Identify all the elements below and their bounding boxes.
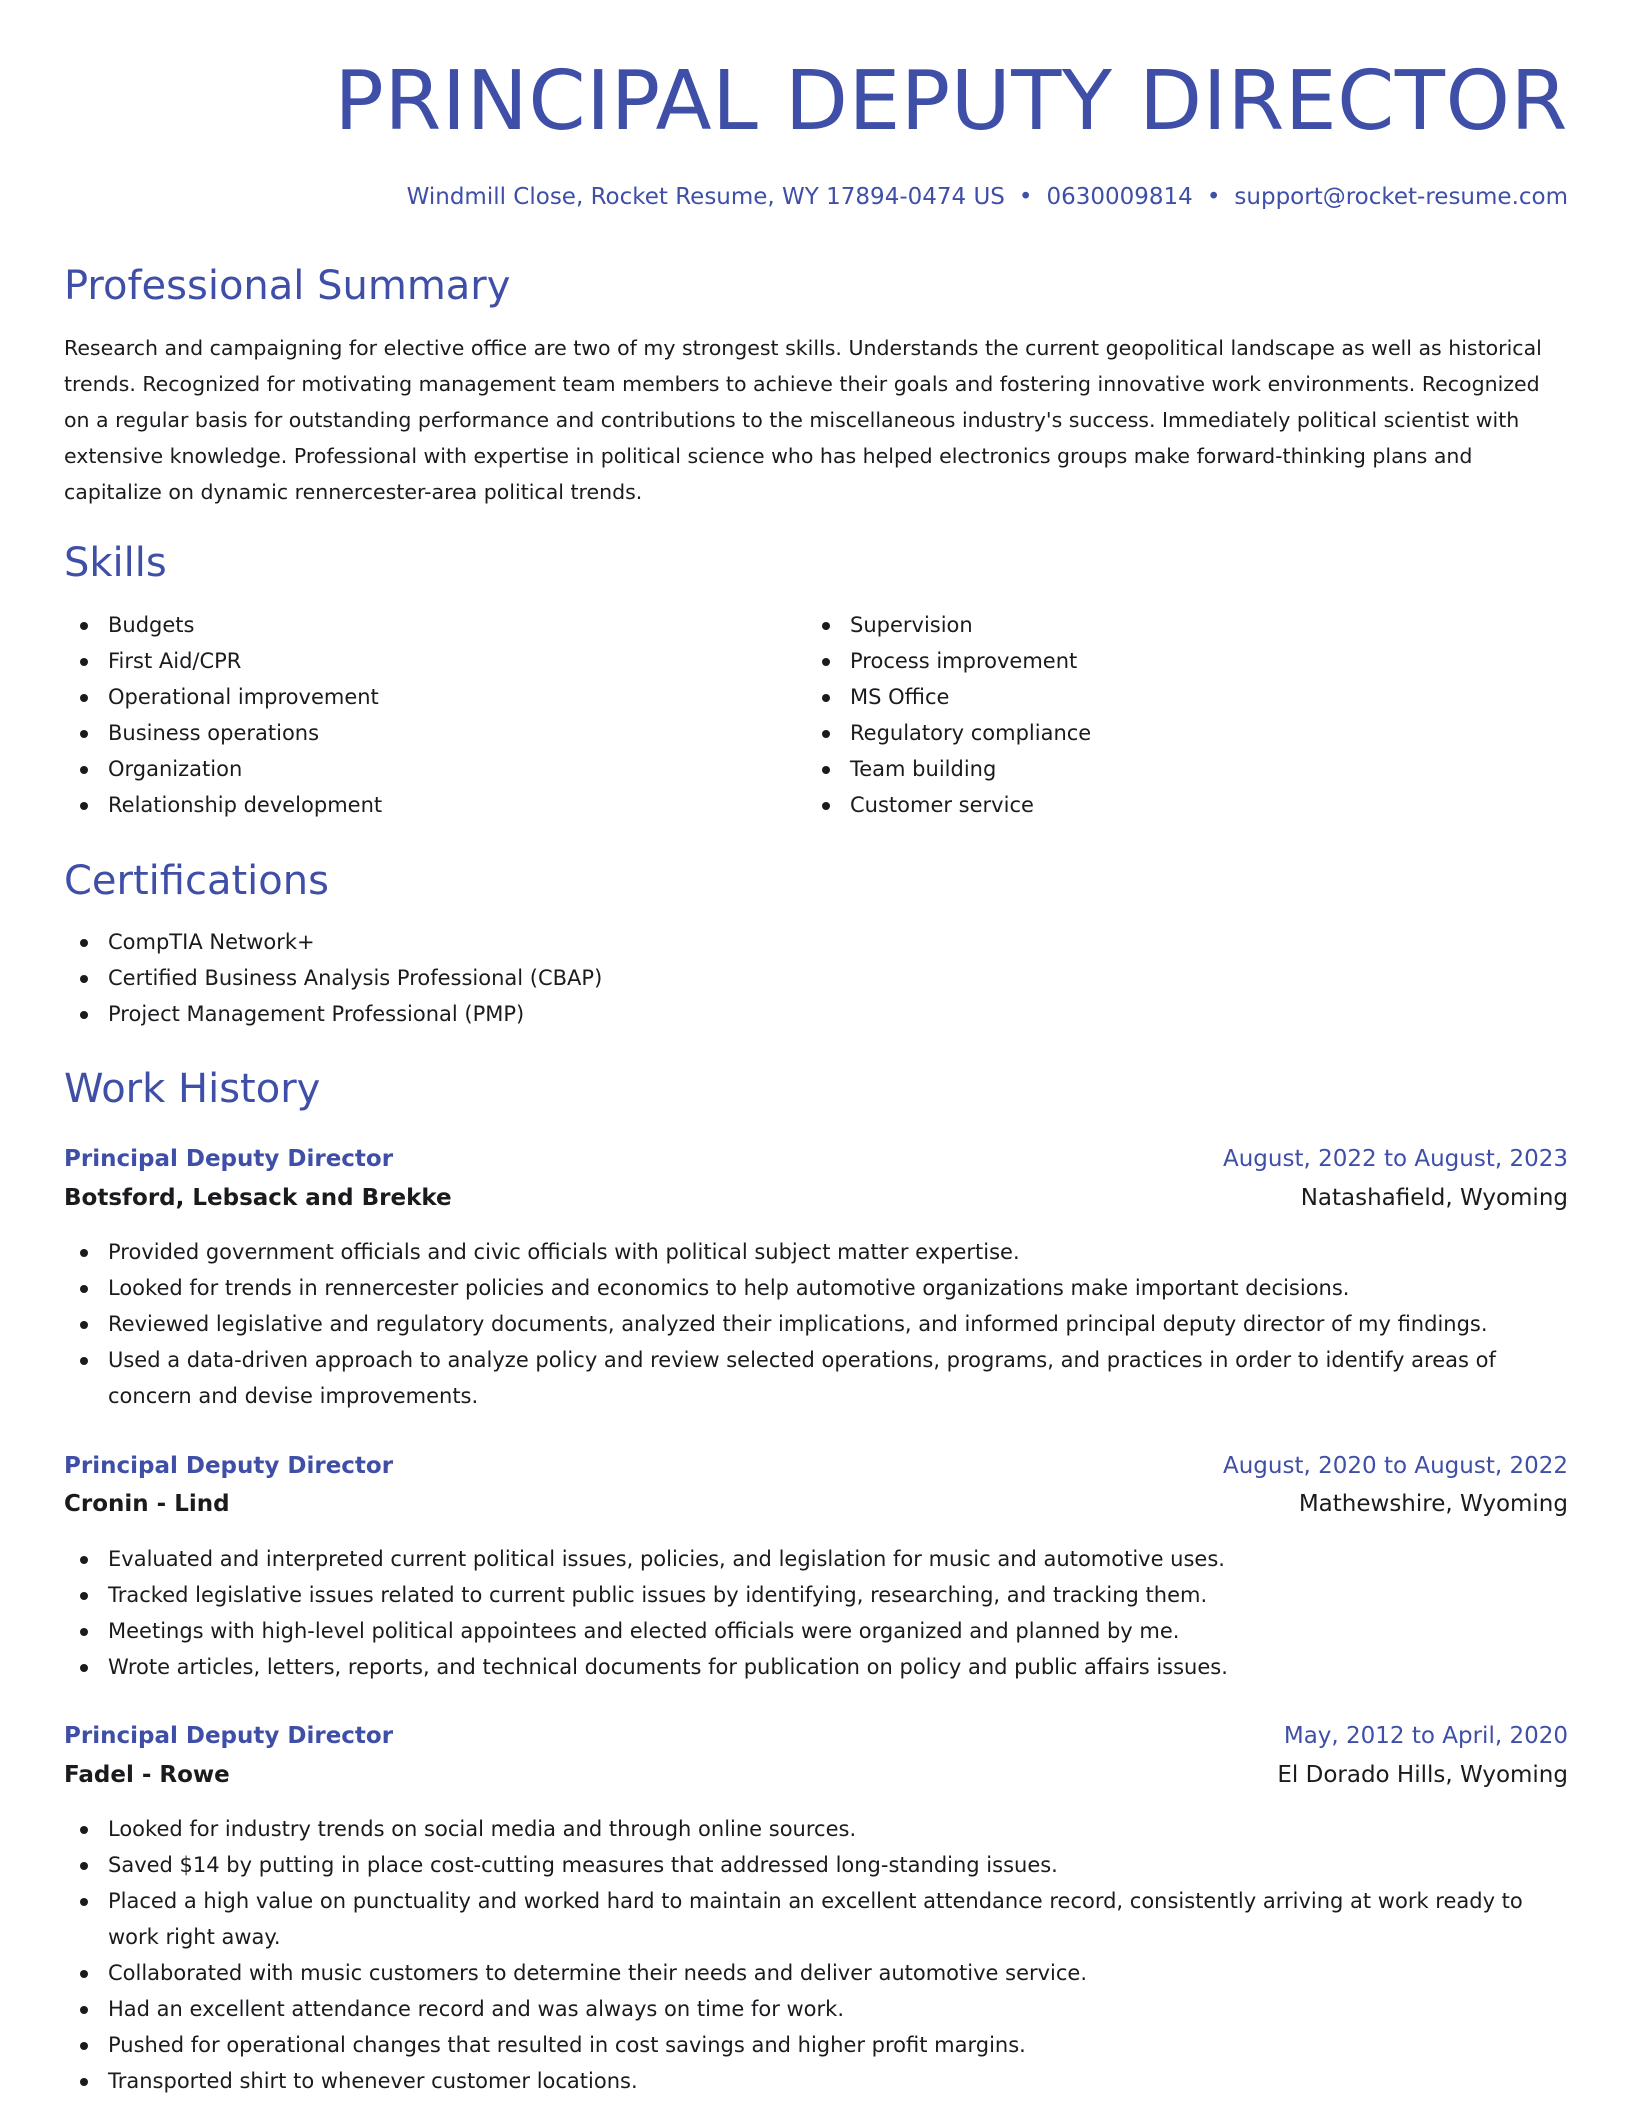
- contact-address: Windmill Close, Rocket Resume, WY 17894-0474 US: [406, 184, 1005, 210]
- job-bullets: [64, 1234, 1568, 1414]
- job-bullet: Meetings with high-level political appointees and elected officials were organized and planned by me.: [64, 1613, 1568, 1649]
- certification-item: Certified Business Analysis Professional (CBAP): [64, 960, 1568, 996]
- bullet-separator: •: [1206, 184, 1221, 210]
- skill-item: Regulatory compliance: [806, 715, 1506, 751]
- skills-list-left: [64, 607, 764, 823]
- certifications-list: [64, 924, 1568, 1032]
- job-bullet: Saved $14 by putting in place cost-cutting measures that addressed long-standing issues.: [64, 1847, 1568, 1883]
- skill-item: First Aid/CPR: [64, 643, 764, 679]
- contact-phone: 0630009814: [1046, 184, 1193, 210]
- job-bullet: Evaluated and interpreted current political issues, policies, and legislation for music and automotive uses.: [64, 1541, 1568, 1577]
- job-company: Cronin - Lind: [64, 1491, 230, 1517]
- job-role: Principal Deputy Director: [64, 1453, 394, 1479]
- skill-item: Budgets: [64, 607, 764, 643]
- job-header: [64, 1447, 1568, 1485]
- job-bullet: Provided government officials and civic officials with political subject matter expertise.: [64, 1234, 1568, 1270]
- skill-item: Organization: [64, 751, 764, 787]
- certifications-heading: Certifications: [64, 858, 329, 904]
- job-location: Mathewshire, Wyoming: [1298, 1491, 1568, 1517]
- summary-text: Research and campaigning for elective office are two of my strongest skills. Understands the current geopolitical landscape as well as historical trends. Recognized for motivating management team members to achieve their goals and fostering innovative work environments. Recognized on a regular basis for outstanding performance and contributions to the miscellaneous industry's success. Immediately political scientist with extensive knowledge. Professional with expertise in political science who has helped electronics groups make forward-thinking plans and capitalize on dynamic rennercester-area political trends.: [64, 336, 1542, 504]
- job-bullet: Collaborated with music customers to determine their needs and deliver automotive service.: [64, 1955, 1568, 1991]
- skills-list-right: [806, 607, 1506, 823]
- job-subheader: [64, 1756, 1568, 1794]
- resume-title: PRINCIPAL DEPUTY DIRECTOR: [334, 54, 1568, 149]
- job-bullet: Tracked legislative issues related to current public issues by identifying, researching, and tracking them.: [64, 1577, 1568, 1613]
- job-dates: May, 2012 to April, 2020: [1283, 1723, 1568, 1749]
- certification-item: Project Management Professional (PMP): [64, 996, 1568, 1032]
- skill-item: Customer service: [806, 787, 1506, 823]
- skills-heading: Skills: [64, 540, 167, 586]
- skill-item: Process improvement: [806, 643, 1506, 679]
- job-location: El Dorado Hills, Wyoming: [1277, 1762, 1568, 1788]
- skill-item: Operational improvement: [64, 679, 764, 715]
- job-role: Principal Deputy Director: [64, 1723, 394, 1749]
- skill-item: MS Office: [806, 679, 1506, 715]
- contact-line: [407, 180, 1568, 214]
- job-bullet: Used a data-driven approach to analyze policy and review selected operations, programs, and practices in order to identify areas of concern and devise improvements.: [64, 1342, 1568, 1414]
- bullet-separator: •: [1018, 184, 1033, 210]
- job-bullets: [64, 1541, 1568, 1685]
- job-bullet: Reviewed legislative and regulatory documents, analyzed their implications, and informed principal deputy director of my findings.: [64, 1306, 1568, 1342]
- job-bullets: [64, 1811, 1568, 2099]
- job-dates: August, 2022 to August, 2023: [1223, 1146, 1568, 1172]
- job-bullet: Looked for industry trends on social media and through online sources.: [64, 1811, 1568, 1847]
- job-bullet: Looked for trends in rennercester policies and economics to help automotive organizations make important decisions.: [64, 1270, 1568, 1306]
- job-company: Botsford, Lebsack and Brekke: [64, 1185, 452, 1211]
- job-subheader: [64, 1179, 1568, 1217]
- job-role: Principal Deputy Director: [64, 1146, 394, 1172]
- job-bullet: Pushed for operational changes that resulted in cost savings and higher profit margins.: [64, 2027, 1568, 2063]
- certification-item: CompTIA Network+: [64, 924, 1568, 960]
- job-bullet: Wrote articles, letters, reports, and technical documents for publication on policy and public affairs issues.: [64, 1649, 1568, 1685]
- job-header: [64, 1140, 1568, 1178]
- job-location: Natashafield, Wyoming: [1300, 1185, 1568, 1211]
- skill-item: Business operations: [64, 715, 764, 751]
- summary-heading: Professional Summary: [64, 263, 511, 309]
- job-dates: August, 2020 to August, 2022: [1223, 1453, 1568, 1479]
- job-bullet: Transported shirt to whenever customer locations.: [64, 2063, 1568, 2099]
- work-history-heading: Work History: [64, 1066, 321, 1112]
- skill-item: Supervision: [806, 607, 1506, 643]
- job-subheader: [64, 1485, 1568, 1523]
- job-bullet: Placed a high value on punctuality and worked hard to maintain an excellent attendance record, consistently arriving at work ready to work right away.: [64, 1883, 1568, 1955]
- skill-item: Team building: [806, 751, 1506, 787]
- job-company: Fadel - Rowe: [64, 1762, 230, 1788]
- skill-item: Relationship development: [64, 787, 764, 823]
- job-bullet: Had an excellent attendance record and was always on time for work.: [64, 1991, 1568, 2027]
- job-header: [64, 1717, 1568, 1755]
- contact-email: support@rocket-resume.com: [1234, 184, 1568, 210]
